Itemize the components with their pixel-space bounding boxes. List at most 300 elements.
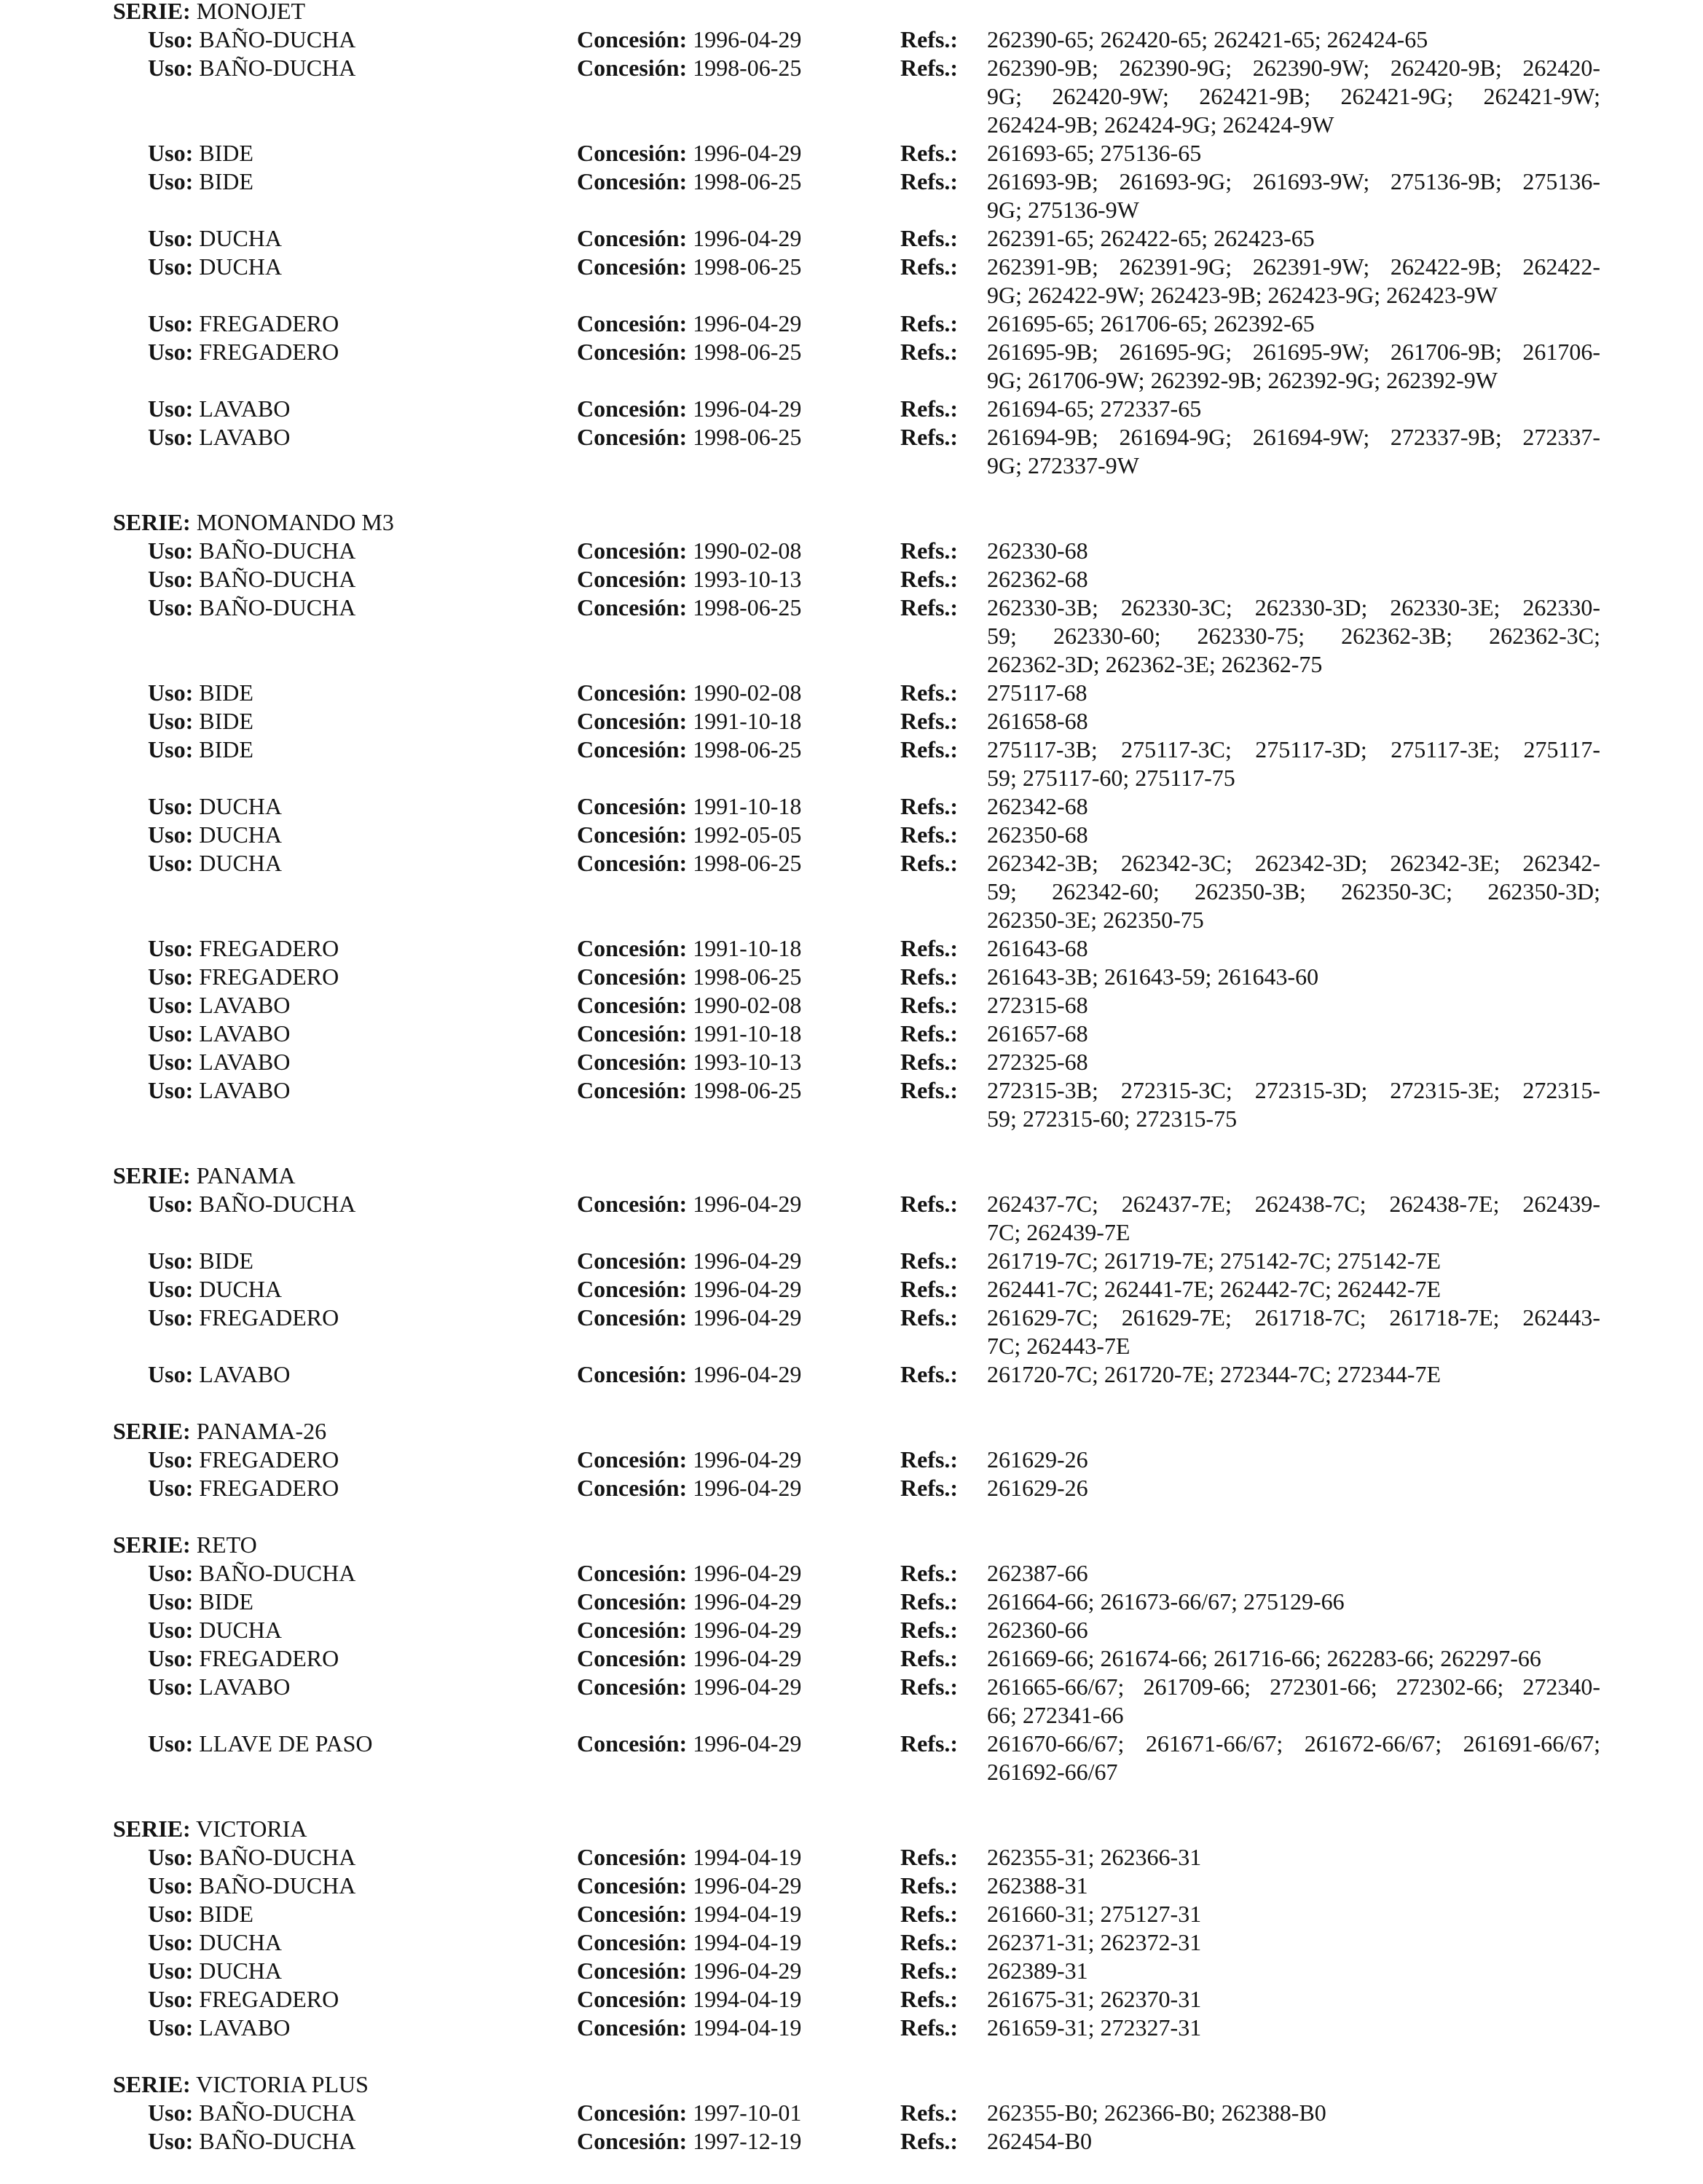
concesion-cell — [577, 395, 801, 423]
uso-value: BAÑO-DUCHA — [199, 566, 356, 592]
concesion-date: 1997-10-01 — [693, 2100, 802, 2126]
concesion-label: Concesión: — [577, 1077, 688, 1103]
series-section — [0, 1815, 1703, 2042]
series-heading — [0, 1162, 1703, 1190]
uso-value: DUCHA — [199, 1276, 282, 1302]
concesion-label: Concesión: — [577, 310, 688, 336]
series-section — [0, 2070, 1703, 2156]
uso-value: BIDE — [199, 1247, 253, 1274]
table-row — [0, 1247, 1703, 1275]
concesion-label: Concesión: — [577, 26, 688, 52]
refs-line: 262342-68 — [987, 793, 1088, 819]
uso-cell — [148, 2099, 355, 2127]
refs-label: Refs.: — [900, 793, 959, 819]
concesion-label: Concesión: — [577, 992, 688, 1018]
refs-label: Refs.: — [900, 424, 959, 450]
concesion-label: Concesión: — [577, 1674, 688, 1700]
uso-label: Uso: — [148, 1588, 194, 1615]
uso-cell — [148, 1190, 355, 1218]
refs-label: Refs.: — [900, 992, 959, 1018]
table-row — [0, 1900, 1703, 1928]
refs-label: Refs.: — [900, 1958, 959, 1984]
uso-value: FREGADERO — [199, 310, 339, 336]
uso-value: BAÑO-DUCHA — [199, 1560, 356, 1586]
uso-cell — [148, 395, 290, 423]
series-label: SERIE: — [113, 2071, 191, 2097]
uso-label: Uso: — [148, 1020, 194, 1046]
refs-line: 261693-9B; 261693-9G; 261693-9W; 275136-9B; 275136- — [987, 168, 1600, 194]
refs-line: 262390-9B; 262390-9G; 262390-9W; 262420-9B; 262420- — [987, 55, 1600, 81]
refs-line: 262391-9B; 262391-9G; 262391-9W; 262422-9B; 262422- — [987, 253, 1600, 280]
refs-line: 262355-31; 262366-31 — [987, 1844, 1202, 1870]
uso-label: Uso: — [148, 168, 194, 194]
concesion-date: 1996-04-29 — [693, 1276, 802, 1302]
concesion-date: 1990-02-08 — [693, 992, 802, 1018]
uso-label: Uso: — [148, 1276, 194, 1302]
refs-line: 59; 272315-60; 272315-75 — [987, 1105, 1238, 1132]
concesion-cell — [577, 934, 801, 963]
table-row — [0, 991, 1703, 1020]
uso-value: BIDE — [199, 168, 253, 194]
series-name: MONOMANDO M3 — [196, 509, 394, 535]
uso-cell — [148, 1644, 339, 1673]
refs-line: 272325-68 — [987, 1049, 1088, 1075]
uso-cell — [148, 537, 355, 565]
concesion-date: 1996-04-29 — [693, 1361, 802, 1387]
series-name: VICTORIA PLUS — [196, 2071, 369, 2097]
refs-label: Refs.: — [900, 1674, 959, 1700]
uso-value: DUCHA — [199, 253, 282, 280]
table-row — [0, 707, 1703, 736]
uso-cell — [148, 1304, 339, 1332]
refs-line: 261695-65; 261706-65; 262392-65 — [987, 310, 1315, 336]
refs-label: Refs.: — [900, 1872, 959, 1899]
refs-value — [987, 1446, 1600, 1474]
table-row — [0, 54, 1703, 139]
uso-value: FREGADERO — [199, 1986, 339, 2012]
uso-cell — [148, 1616, 282, 1644]
refs-line: 7C; 262443-7E — [987, 1333, 1130, 1359]
uso-cell — [148, 1985, 339, 2014]
refs-label: Refs.: — [900, 2100, 959, 2126]
refs-value — [987, 1644, 1600, 1673]
refs-value — [987, 821, 1600, 849]
concesion-label: Concesión: — [577, 1617, 688, 1643]
uso-value: LAVABO — [199, 1049, 291, 1075]
refs-label: Refs.: — [900, 850, 959, 876]
concesion-date: 1992-05-05 — [693, 821, 802, 848]
refs-value — [987, 310, 1600, 338]
refs-label: Refs.: — [900, 310, 959, 336]
refs-value — [987, 1076, 1600, 1133]
refs-label: Refs.: — [900, 253, 959, 280]
concesion-date: 1994-04-19 — [693, 1901, 802, 1927]
concesion-label: Concesión: — [577, 1588, 688, 1615]
concesion-label: Concesión: — [577, 1730, 688, 1757]
series-name: PANAMA — [196, 1162, 296, 1188]
uso-label: Uso: — [148, 1049, 194, 1075]
uso-cell — [148, 1872, 355, 1900]
refs-line: 262424-9B; 262424-9G; 262424-9W — [987, 111, 1334, 138]
refs-label: Refs.: — [900, 1446, 959, 1473]
concesion-label: Concesión: — [577, 793, 688, 819]
uso-label: Uso: — [148, 225, 194, 251]
refs-line: 261695-9B; 261695-9G; 261695-9W; 261706-9B; 261706- — [987, 339, 1600, 365]
series-label: SERIE: — [113, 1418, 191, 1444]
concesion-label: Concesión: — [577, 566, 688, 592]
uso-value: DUCHA — [199, 821, 282, 848]
uso-label: Uso: — [148, 253, 194, 280]
uso-value: FREGADERO — [199, 1446, 339, 1473]
refs-value — [987, 1247, 1600, 1275]
uso-label: Uso: — [148, 339, 194, 365]
refs-line: 261643-3B; 261643-59; 261643-60 — [987, 963, 1319, 990]
series-heading — [0, 2070, 1703, 2099]
concesion-label: Concesión: — [577, 1844, 688, 1870]
uso-value: DUCHA — [199, 793, 282, 819]
refs-line: 261694-9B; 261694-9G; 261694-9W; 272337-9B; 272337- — [987, 424, 1600, 450]
uso-value: LAVABO — [199, 395, 291, 422]
uso-cell — [148, 934, 339, 963]
uso-value: LLAVE DE PASO — [199, 1730, 373, 1757]
concesion-cell — [577, 1076, 801, 1105]
refs-label: Refs.: — [900, 26, 959, 52]
uso-label: Uso: — [148, 1929, 194, 1955]
refs-label: Refs.: — [900, 708, 959, 734]
uso-label: Uso: — [148, 1986, 194, 2012]
concesion-cell — [577, 224, 801, 253]
refs-line: 262390-65; 262420-65; 262421-65; 262424-65 — [987, 26, 1428, 52]
concesion-label: Concesión: — [577, 168, 688, 194]
table-row — [0, 1843, 1703, 1872]
table-row — [0, 1644, 1703, 1673]
uso-value: LAVABO — [199, 2014, 291, 2041]
series-section — [0, 1531, 1703, 1786]
uso-value: FREGADERO — [199, 1645, 339, 1671]
concesion-label: Concesión: — [577, 821, 688, 848]
uso-label: Uso: — [148, 793, 194, 819]
refs-value — [987, 1020, 1600, 1048]
concesion-label: Concesión: — [577, 1247, 688, 1274]
uso-cell — [148, 167, 253, 196]
concesion-date: 1990-02-08 — [693, 537, 802, 564]
refs-line: 262362-68 — [987, 566, 1088, 592]
series-heading — [0, 508, 1703, 537]
concesion-label: Concesión: — [577, 2128, 688, 2154]
uso-value: BAÑO-DUCHA — [199, 1191, 356, 1217]
uso-cell — [148, 253, 282, 281]
refs-label: Refs.: — [900, 1191, 959, 1217]
uso-cell — [148, 1446, 339, 1474]
uso-cell — [148, 1730, 372, 1758]
uso-label: Uso: — [148, 2014, 194, 2041]
concesion-date: 1996-04-29 — [693, 1958, 802, 1984]
uso-cell — [148, 1247, 253, 1275]
refs-line: 59; 262330-60; 262330-75; 262362-3B; 262362-3C; — [987, 623, 1600, 649]
refs-label: Refs.: — [900, 537, 959, 564]
uso-cell — [148, 821, 282, 849]
refs-label: Refs.: — [900, 1588, 959, 1615]
table-row — [0, 963, 1703, 991]
concesion-cell — [577, 423, 801, 452]
concesion-date: 1991-10-18 — [693, 793, 802, 819]
concesion-date: 1996-04-29 — [693, 1617, 802, 1643]
concesion-cell — [577, 792, 801, 821]
uso-label: Uso: — [148, 850, 194, 876]
refs-value — [987, 1616, 1600, 1644]
uso-value: LAVABO — [199, 1020, 291, 1046]
table-row — [0, 1360, 1703, 1389]
uso-cell — [148, 991, 290, 1020]
series-name: MONOJET — [196, 0, 306, 24]
refs-line: 261675-31; 262370-31 — [987, 1986, 1202, 2012]
concesion-cell — [577, 821, 801, 849]
table-row — [0, 537, 1703, 565]
concesion-cell — [577, 1644, 801, 1673]
uso-cell — [148, 2127, 355, 2156]
uso-value: BIDE — [199, 736, 253, 762]
refs-line: 59; 262342-60; 262350-3B; 262350-3C; 262350-3D; — [987, 878, 1600, 904]
refs-line: 59; 275117-60; 275117-75 — [987, 765, 1235, 791]
concesion-date: 1998-06-25 — [693, 168, 802, 194]
uso-label: Uso: — [148, 1446, 194, 1473]
uso-cell — [148, 1474, 339, 1502]
table-row — [0, 736, 1703, 792]
refs-value — [987, 1304, 1600, 1360]
concesion-date: 1994-04-19 — [693, 1844, 802, 1870]
table-row — [0, 1730, 1703, 1786]
uso-cell — [148, 1076, 290, 1105]
uso-cell — [148, 139, 253, 167]
concesion-label: Concesión: — [577, 1049, 688, 1075]
uso-label: Uso: — [148, 935, 194, 961]
uso-value: BIDE — [199, 1901, 253, 1927]
concesion-cell — [577, 1957, 801, 1985]
uso-value: DUCHA — [199, 850, 282, 876]
uso-value: BAÑO-DUCHA — [199, 594, 356, 620]
refs-line: 262360-66 — [987, 1617, 1088, 1643]
table-row — [0, 1985, 1703, 2014]
uso-label: Uso: — [148, 1730, 194, 1757]
uso-label: Uso: — [148, 1361, 194, 1387]
series-label: SERIE: — [113, 1531, 191, 1558]
uso-value: BIDE — [199, 140, 253, 166]
refs-label: Refs.: — [900, 736, 959, 762]
uso-cell — [148, 2014, 290, 2042]
concesion-cell — [577, 1673, 801, 1701]
concesion-label: Concesión: — [577, 537, 688, 564]
refs-label: Refs.: — [900, 1276, 959, 1302]
refs-label: Refs.: — [900, 395, 959, 422]
concesion-cell — [577, 679, 801, 707]
uso-label: Uso: — [148, 55, 194, 81]
refs-label: Refs.: — [900, 1901, 959, 1927]
uso-cell — [148, 224, 282, 253]
refs-value — [987, 537, 1600, 565]
table-row — [0, 679, 1703, 707]
uso-value: BAÑO-DUCHA — [199, 2128, 356, 2154]
table-row — [0, 338, 1703, 395]
concesion-label: Concesión: — [577, 1645, 688, 1671]
refs-line: 9G; 261706-9W; 262392-9B; 262392-9G; 262392-9W — [987, 367, 1498, 393]
concesion-label: Concesión: — [577, 850, 688, 876]
concesion-date: 1996-04-29 — [693, 1191, 802, 1217]
refs-label: Refs.: — [900, 1730, 959, 1757]
table-row — [0, 565, 1703, 594]
concesion-label: Concesión: — [577, 1020, 688, 1046]
concesion-date: 1991-10-18 — [693, 935, 802, 961]
concesion-cell — [577, 736, 801, 764]
concesion-date: 1998-06-25 — [693, 424, 802, 450]
concesion-cell — [577, 310, 801, 338]
uso-label: Uso: — [148, 424, 194, 450]
uso-cell — [148, 679, 253, 707]
refs-line: 262454-B0 — [987, 2128, 1092, 2154]
concesion-label: Concesión: — [577, 1901, 688, 1927]
uso-value: LAVABO — [199, 992, 291, 1018]
concesion-cell — [577, 2099, 801, 2127]
concesion-cell — [577, 1843, 801, 1872]
uso-cell — [148, 1900, 253, 1928]
uso-label: Uso: — [148, 1872, 194, 1899]
refs-line: 9G; 272337-9W — [987, 452, 1139, 478]
refs-value — [987, 1474, 1600, 1502]
refs-label: Refs.: — [900, 594, 959, 620]
concesion-cell — [577, 1020, 801, 1048]
uso-label: Uso: — [148, 1844, 194, 1870]
refs-label: Refs.: — [900, 1617, 959, 1643]
table-row — [0, 224, 1703, 253]
concesion-date: 1996-04-29 — [693, 1645, 802, 1671]
refs-label: Refs.: — [900, 1475, 959, 1501]
table-row — [0, 1559, 1703, 1588]
refs-label: Refs.: — [900, 1049, 959, 1075]
uso-value: FREGADERO — [199, 935, 339, 961]
refs-value — [987, 167, 1600, 224]
refs-line: 261659-31; 272327-31 — [987, 2014, 1202, 2041]
refs-value — [987, 1190, 1600, 1247]
uso-label: Uso: — [148, 963, 194, 990]
refs-line: 261720-7C; 261720-7E; 272344-7C; 272344-7E — [987, 1361, 1442, 1387]
concesion-date: 1996-04-29 — [693, 1674, 802, 1700]
table-row — [0, 395, 1703, 423]
concesion-date: 1996-04-29 — [693, 395, 802, 422]
uso-label: Uso: — [148, 736, 194, 762]
uso-label: Uso: — [148, 1901, 194, 1927]
uso-value: BAÑO-DUCHA — [199, 537, 356, 564]
uso-label: Uso: — [148, 1077, 194, 1103]
uso-label: Uso: — [148, 1304, 194, 1330]
concesion-label: Concesión: — [577, 1560, 688, 1586]
table-row — [0, 934, 1703, 963]
uso-label: Uso: — [148, 1247, 194, 1274]
concesion-cell — [577, 1446, 801, 1474]
uso-cell — [148, 707, 253, 736]
uso-label: Uso: — [148, 1617, 194, 1643]
refs-line: 66; 272341-66 — [987, 1702, 1124, 1728]
table-row — [0, 1304, 1703, 1360]
refs-line: 261669-66; 261674-66; 261716-66; 262283-66; 262297-66 — [987, 1645, 1541, 1671]
uso-value: FREGADERO — [199, 1304, 339, 1330]
uso-value: BIDE — [199, 1588, 253, 1615]
concesion-label: Concesión: — [577, 424, 688, 450]
uso-cell — [148, 1048, 290, 1076]
refs-label: Refs.: — [900, 140, 959, 166]
uso-label: Uso: — [148, 992, 194, 1018]
refs-label: Refs.: — [900, 1986, 959, 2012]
concesion-label: Concesión: — [577, 708, 688, 734]
refs-line: 261629-26 — [987, 1446, 1088, 1473]
refs-line: 261660-31; 275127-31 — [987, 1901, 1202, 1927]
series-label: SERIE: — [113, 1162, 191, 1188]
refs-line: 262387-66 — [987, 1560, 1088, 1586]
uso-label: Uso: — [148, 1560, 194, 1586]
uso-label: Uso: — [148, 1674, 194, 1700]
concesion-cell — [577, 25, 801, 54]
refs-label: Refs.: — [900, 679, 959, 706]
concesion-cell — [577, 54, 801, 82]
concesion-date: 1996-04-29 — [693, 1475, 802, 1501]
uso-cell — [148, 963, 339, 991]
refs-line: 262389-31 — [987, 1958, 1088, 1984]
table-row — [0, 423, 1703, 480]
concesion-label: Concesión: — [577, 1475, 688, 1501]
refs-value — [987, 1275, 1600, 1304]
uso-cell — [148, 792, 282, 821]
uso-label: Uso: — [148, 2100, 194, 2126]
refs-value — [987, 1559, 1600, 1588]
concesion-label: Concesión: — [577, 1986, 688, 2012]
concesion-cell — [577, 1048, 801, 1076]
refs-line: 262342-3B; 262342-3C; 262342-3D; 262342-3E; 262342- — [987, 850, 1600, 876]
table-row — [0, 1020, 1703, 1048]
concesion-date: 1991-10-18 — [693, 1020, 802, 1046]
refs-label: Refs.: — [900, 225, 959, 251]
concesion-cell — [577, 167, 801, 196]
table-row — [0, 792, 1703, 821]
refs-label: Refs.: — [900, 1361, 959, 1387]
refs-line: 261643-68 — [987, 935, 1088, 961]
uso-label: Uso: — [148, 594, 194, 620]
concesion-label: Concesión: — [577, 225, 688, 251]
uso-cell — [148, 423, 290, 452]
series-heading — [0, 0, 1703, 25]
refs-line: 262350-68 — [987, 821, 1088, 848]
concesion-label: Concesión: — [577, 140, 688, 166]
concesion-date: 1996-04-29 — [693, 1730, 802, 1757]
concesion-cell — [577, 594, 801, 622]
refs-value — [987, 792, 1600, 821]
series-section — [0, 1162, 1703, 1389]
refs-value — [987, 54, 1600, 139]
series-label: SERIE: — [113, 509, 191, 535]
uso-value: BAÑO-DUCHA — [199, 2100, 356, 2126]
concesion-cell — [577, 338, 801, 366]
refs-value — [987, 594, 1600, 679]
refs-value — [987, 934, 1600, 963]
concesion-date: 1996-04-29 — [693, 1588, 802, 1615]
table-row — [0, 310, 1703, 338]
table-row — [0, 2127, 1703, 2156]
concesion-cell — [577, 1275, 801, 1304]
table-row — [0, 849, 1703, 934]
uso-cell — [148, 1020, 290, 1048]
uso-label: Uso: — [148, 537, 194, 564]
refs-value — [987, 565, 1600, 594]
refs-value — [987, 2014, 1600, 2042]
uso-cell — [148, 1275, 282, 1304]
concesion-date: 1990-02-08 — [693, 679, 802, 706]
